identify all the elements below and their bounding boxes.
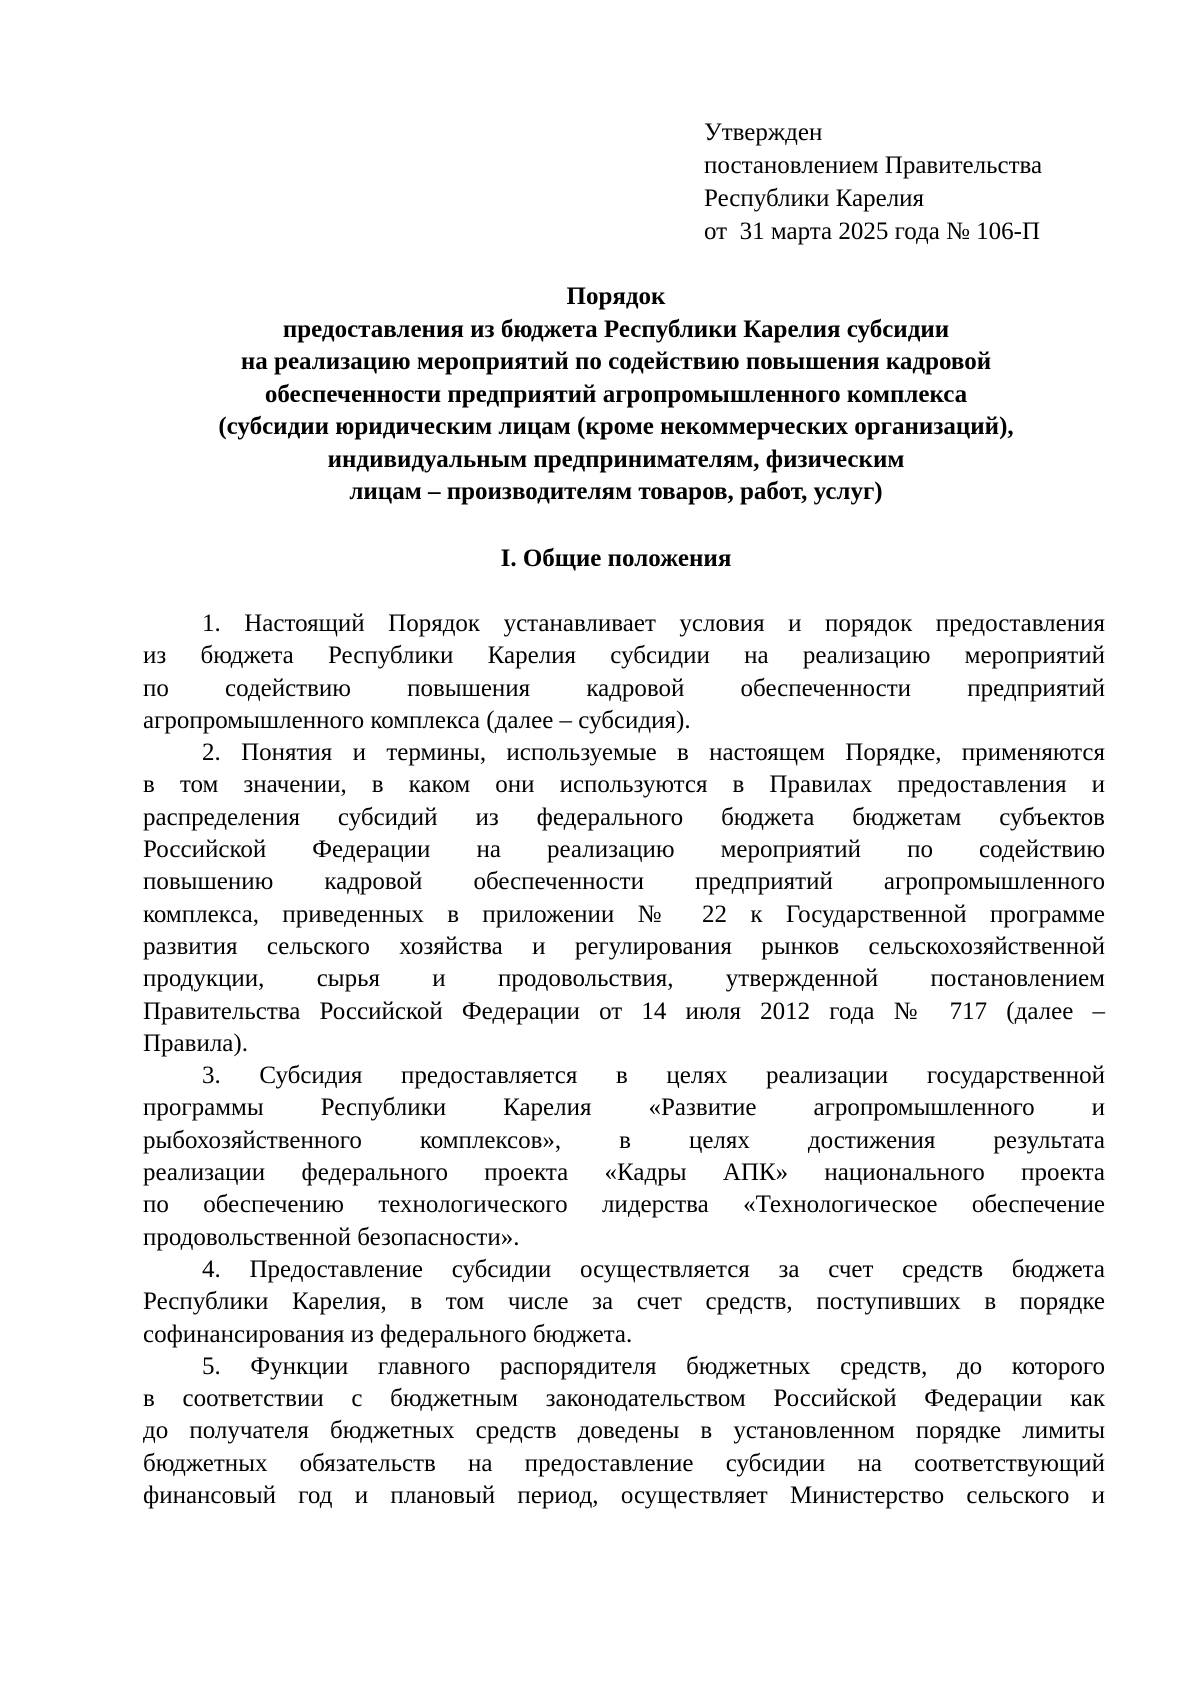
text-line: по содействию повышения кадровой обеспеченности предприятий — [143, 674, 1105, 702]
text-line: 2. Понятия и термины, используемые в настоящем Порядке, применяются — [202, 739, 1105, 767]
text-line: Правительства Российской Федерации от 14 июля 2012 года № 717 (далее – — [143, 997, 1105, 1025]
paragraph-4 — [143, 1254, 1105, 1351]
text-line: рыбохозяйственного комплексов», в целях достижения результата — [143, 1126, 1105, 1154]
text-line: до получателя бюджетных средств доведены в установленном порядке лимиты — [143, 1417, 1105, 1445]
text-line: в соответствии с бюджетным законодательством Российской Федерации как — [143, 1385, 1105, 1413]
title-line: предоставления из бюджета Республики Карелия субсидии — [282, 315, 950, 343]
text-line: агропромышленного комплекса (далее – субсидия). — [143, 706, 691, 734]
text-line: комплекса, приведенных в приложении № 22 к Государственной программе — [143, 900, 1105, 928]
text-line: 5. Функции главного распорядителя бюджетных средств, до которого — [202, 1352, 1105, 1380]
text-line: Российской Федерации на реализацию мероприятий по содействию — [143, 836, 1105, 864]
text-line: софинансирования из федерального бюджета. — [143, 1320, 633, 1348]
approval-line: Республики Карелия — [704, 185, 925, 212]
approval-line: постановлением Правительства — [704, 152, 1043, 179]
text-line: повышению кадровой обеспеченности предприятий агропромышленного — [143, 868, 1105, 896]
title-line: индивидуальным предпринимателям, физическим — [327, 445, 905, 473]
title-line: Порядок — [566, 283, 666, 310]
text-line: из бюджета Республики Карелия субсидии на реализацию мероприятий — [143, 642, 1105, 670]
title-line: лицам – производителям товаров, работ, услуг) — [349, 478, 883, 505]
approval-line: от 31 марта 2025 года № 106-П — [704, 218, 1041, 245]
document-title — [130, 281, 1102, 509]
text-line: Правила). — [143, 1029, 248, 1057]
text-line: 3. Субсидия предоставляется в целях реализации государственной — [202, 1062, 1105, 1090]
text-line: Республики Карелия, в том числе за счет средств, поступивших в порядке — [143, 1288, 1105, 1316]
text-line: программы Республики Карелия «Развитие агропромышленного и — [143, 1094, 1105, 1122]
text-line: распределения субсидий из федерального бюджета бюджетам субъектов — [143, 803, 1105, 831]
approval-line: Утвержден — [704, 119, 823, 146]
paragraph-2 — [143, 737, 1105, 1060]
document-body — [143, 608, 1105, 1512]
text-line: по обеспечению технологического лидерства «Технологическое обеспечение — [143, 1191, 1105, 1219]
text-line: финансовый год и плановый период, осуществляет Министерство сельского и — [143, 1482, 1105, 1510]
text-line: в том значении, в каком они используются в Правилах предоставления и — [143, 771, 1105, 799]
paragraph-5 — [143, 1351, 1105, 1512]
text-line: продукции, сырья и продовольствия, утвержденной постановлением — [143, 965, 1105, 993]
paragraph-1 — [143, 608, 1105, 737]
text-line: 4. Предоставление субсидии осуществляется за счет средств бюджета — [202, 1255, 1105, 1283]
text-line: реализации федерального проекта «Кадры АПК» национального проекта — [143, 1159, 1105, 1187]
paragraph-3 — [143, 1060, 1105, 1254]
approval-stamp — [704, 116, 1042, 248]
text-line: развития сельского хозяйства и регулирования рынков сельскохозяйственной — [143, 932, 1105, 960]
section-heading: I. Общие положения — [500, 545, 732, 572]
text-line: 1. Настоящий Порядок устанавливает условия и порядок предоставления — [202, 610, 1105, 637]
text-line: продовольственной безопасности». — [143, 1223, 520, 1251]
text-line: бюджетных обязательств на предоставление субсидии на соответствующий — [143, 1449, 1105, 1477]
title-line: на реализацию мероприятий по содействию повышения кадровой — [240, 348, 992, 375]
title-line: обеспеченности предприятий агропромышленного комплекса — [264, 380, 968, 408]
title-line: (субсидии юридическим лицам (кроме некоммерческих организаций), — [218, 413, 1014, 440]
